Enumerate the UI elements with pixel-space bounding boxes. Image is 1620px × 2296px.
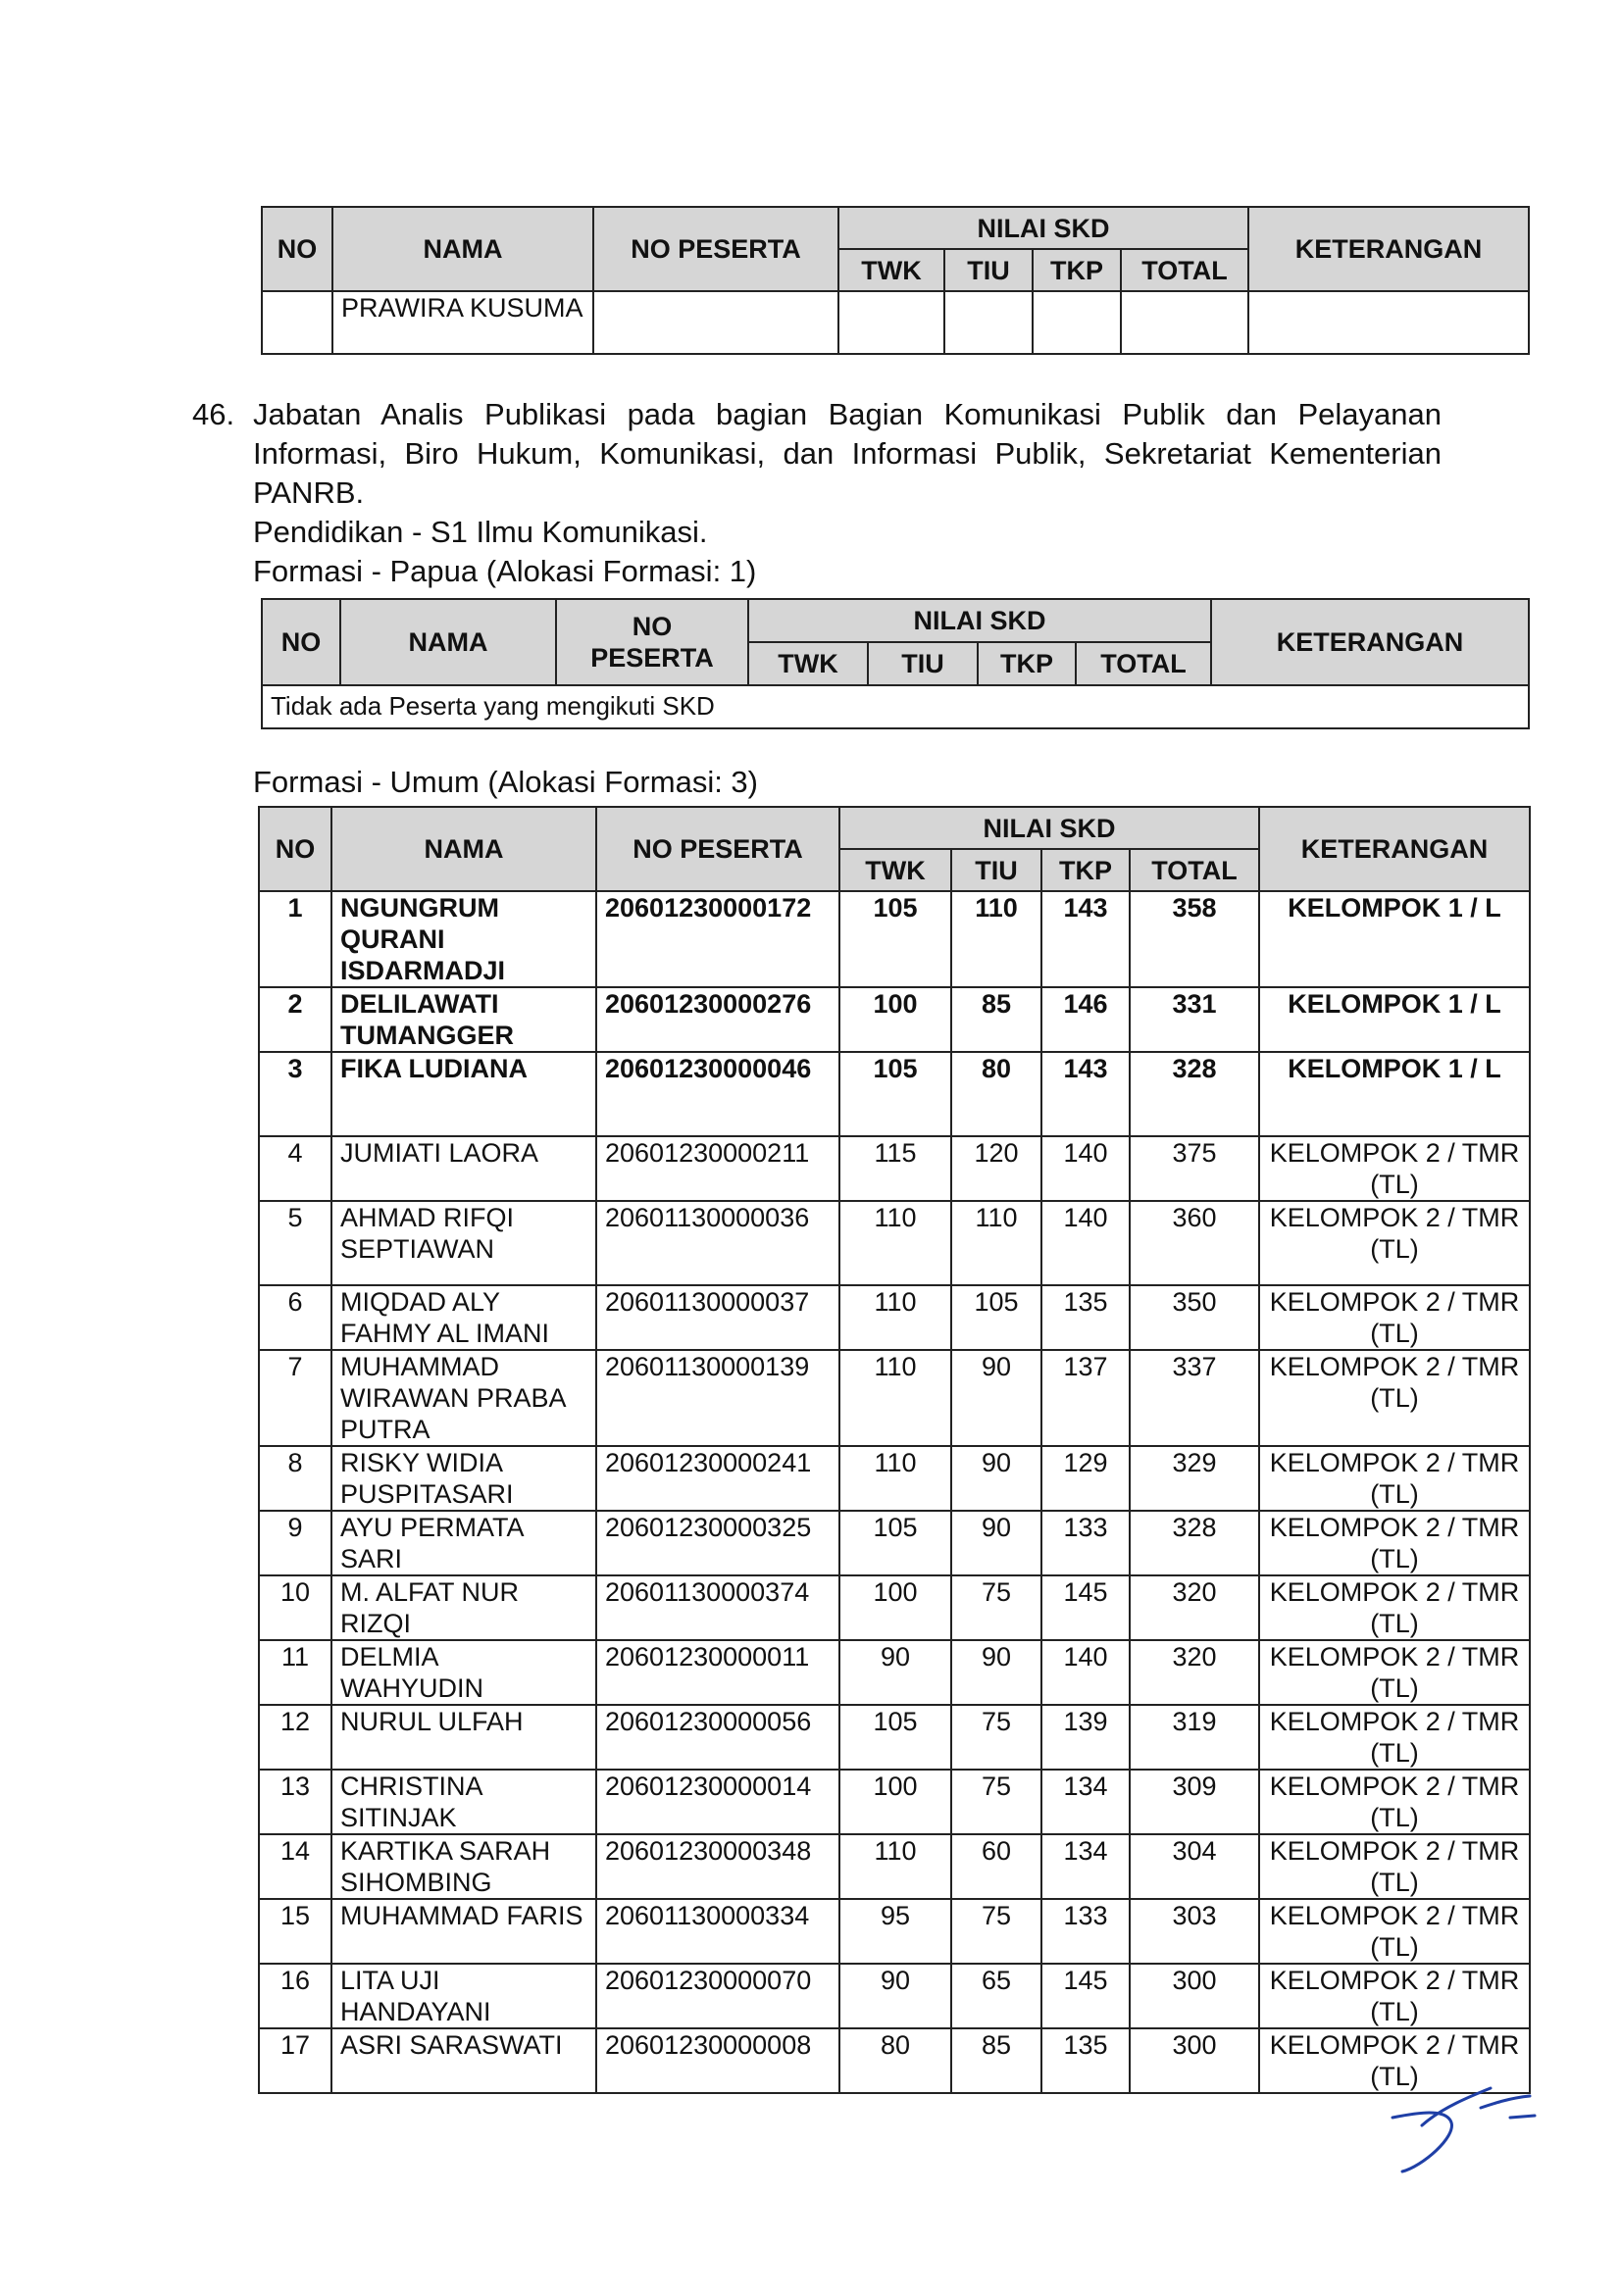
cell-twk: 110 [839,1201,951,1285]
cell-tiu: 60 [951,1834,1041,1899]
cell-tiu [944,291,1033,354]
cell-no: 14 [259,1834,331,1899]
cell-no-peserta: 20601230000070 [596,1964,839,2028]
cell-tiu: 85 [951,987,1041,1052]
cell-no-peserta: 20601230000014 [596,1770,839,1834]
cell-no-peserta: 20601230000046 [596,1052,839,1136]
cell-no-peserta: 20601230000348 [596,1834,839,1899]
cell-total: 358 [1130,891,1259,987]
cell-nama: AYU PERMATA SARI [331,1511,596,1575]
cell-tiu: 105 [951,1285,1041,1350]
cell-twk [838,291,944,354]
no-peserta-line-2: PESERTA [590,643,714,673]
cell-keterangan: KELOMPOK 2 / TMR (TL) [1259,1136,1530,1201]
cell-tiu: 75 [951,1899,1041,1964]
cell-twk: 115 [839,1136,951,1201]
no-peserta-line-1: NO [632,612,673,641]
table-row [259,1201,1530,1285]
col-header-twk: TWK [748,642,868,685]
cell-tkp: 143 [1041,891,1130,987]
cell-no-peserta: 20601230000011 [596,1640,839,1705]
cell-no: 4 [259,1136,331,1201]
cell-keterangan: KELOMPOK 1 / L [1259,1052,1530,1136]
cell-tkp: 140 [1041,1640,1130,1705]
section-title: Jabatan Analis Publikasi pada bagian Bagian Komunikasi Publik dan Pelayanan Informasi, Biro Hukum, Komunikasi, dan Informasi Publik, Sekretariat Kementerian PANRB. [253,397,1442,510]
cell-total: 300 [1130,2028,1259,2093]
cell-tiu: 90 [951,1446,1041,1511]
cell-tkp: 140 [1041,1201,1130,1285]
col-header-twk: TWK [839,849,951,891]
cell-keterangan: KELOMPOK 1 / L [1259,987,1530,1052]
cell-no-peserta: 20601230000211 [596,1136,839,1201]
cell-twk: 90 [839,1964,951,2028]
col-header-no-peserta: NO PESERTA [593,207,838,291]
cell-keterangan: KELOMPOK 2 / TMR (TL) [1259,1285,1530,1350]
cell-tiu: 85 [951,2028,1041,2093]
cell-tkp: 134 [1041,1834,1130,1899]
col-header-tkp: TKP [978,642,1076,685]
cell-tkp: 129 [1041,1446,1130,1511]
pendidikan-text: Pendidikan - S1 Ilmu Komunikasi. [253,515,708,549]
col-header-keterangan: KETERANGAN [1211,599,1529,685]
cell-twk: 95 [839,1899,951,1964]
cell-tkp: 133 [1041,1899,1130,1964]
cell-keterangan: KELOMPOK 1 / L [1259,891,1530,987]
cell-twk: 110 [839,1350,951,1446]
cell-keterangan: KELOMPOK 2 / TMR (TL) [1259,1575,1530,1640]
cell-keterangan: KELOMPOK 2 / TMR (TL) [1259,1964,1530,2028]
cell-tiu: 90 [951,1640,1041,1705]
table-row [259,1640,1530,1705]
cell-no-peserta: 20601130000374 [596,1575,839,1640]
table-row [259,891,1530,987]
cell-nama: M. ALFAT NUR RIZQI [331,1575,596,1640]
col-header-tiu: TIU [868,642,978,685]
cell-twk: 110 [839,1285,951,1350]
cell-nama: AHMAD RIFQI SEPTIAWAN [331,1201,596,1285]
cell-keterangan: KELOMPOK 2 / TMR (TL) [1259,1446,1530,1511]
cell-keterangan: KELOMPOK 2 / TMR (TL) [1259,1350,1530,1446]
cell-total: 303 [1130,1899,1259,1964]
col-header-nilai-skd: NILAI SKD [838,207,1248,249]
cell-tiu: 75 [951,1575,1041,1640]
col-header-nama: NAMA [331,807,596,891]
col-header-no-peserta [556,599,748,685]
cell-twk: 110 [839,1834,951,1899]
cell-no: 3 [259,1052,331,1136]
cell-keterangan: KELOMPOK 2 / TMR (TL) [1259,2028,1530,2093]
cell-nama: JUMIATI LAORA [331,1136,596,1201]
cell-total: 360 [1130,1201,1259,1285]
cell-twk: 100 [839,987,951,1052]
cell-tiu: 75 [951,1770,1041,1834]
cell-twk: 90 [839,1640,951,1705]
section-number: 46. [192,397,235,431]
table-row [259,1705,1530,1770]
cell-nama: ASRI SARASWATI [331,2028,596,2093]
cell-tkp: 140 [1041,1136,1130,1201]
cell-nama: RISKY WIDIA PUSPITASARI [331,1446,596,1511]
cell-no-peserta: 20601230000172 [596,891,839,987]
col-header-keterangan: KETERANGAN [1259,807,1530,891]
col-header-keterangan: KETERANGAN [1248,207,1529,291]
cell-total: 300 [1130,1964,1259,2028]
continuation-table [261,206,1530,355]
cell-tiu: 65 [951,1964,1041,2028]
cell-nama: LITA UJI HANDAYANI [331,1964,596,2028]
table-row [259,1136,1530,1201]
cell-no: 8 [259,1446,331,1511]
cell-tiu: 75 [951,1705,1041,1770]
cell-nama: DELMIA WAHYUDIN [331,1640,596,1705]
cell-total: 375 [1130,1136,1259,1201]
col-header-tiu: TIU [951,849,1041,891]
cell-keterangan: KELOMPOK 2 / TMR (TL) [1259,1201,1530,1285]
cell-no: 1 [259,891,331,987]
cell-tiu: 90 [951,1511,1041,1575]
table-row [259,1770,1530,1834]
col-header-nilai-skd: NILAI SKD [748,599,1211,642]
formasi-papua-heading: Formasi - Papua (Alokasi Formasi: 1) [253,554,757,588]
cell-tkp: 133 [1041,1511,1130,1575]
cell-tkp: 145 [1041,1964,1130,2028]
cell-keterangan: KELOMPOK 2 / TMR (TL) [1259,1834,1530,1899]
cell-tkp: 139 [1041,1705,1130,1770]
formasi-umum-heading: Formasi - Umum (Alokasi Formasi: 3) [253,765,758,799]
col-header-total: TOTAL [1076,642,1211,685]
col-header-no: NO [259,807,331,891]
table-row [259,1575,1530,1640]
cell-keterangan: KELOMPOK 2 / TMR (TL) [1259,1511,1530,1575]
cell-no: 13 [259,1770,331,1834]
table-row [259,1964,1530,2028]
cell-no-peserta: 20601130000037 [596,1285,839,1350]
cell-twk: 110 [839,1446,951,1511]
cell-no: 15 [259,1899,331,1964]
cell-no: 5 [259,1201,331,1285]
cell-total: 337 [1130,1350,1259,1446]
col-header-nama: NAMA [340,599,556,685]
cell-no-peserta: 20601230000325 [596,1511,839,1575]
cell-tkp [1033,291,1121,354]
cell-keterangan: KELOMPOK 2 / TMR (TL) [1259,1640,1530,1705]
cell-no-peserta: 20601230000276 [596,987,839,1052]
cell-no: 12 [259,1705,331,1770]
cell-total: 329 [1130,1446,1259,1511]
table-row [259,1834,1530,1899]
table-row [259,987,1530,1052]
table-row [262,291,1529,354]
cell-total: 328 [1130,1052,1259,1136]
signature-mark [1363,2078,1559,2176]
cell-nama: CHRISTINA SITINJAK [331,1770,596,1834]
col-header-twk: TWK [838,249,944,291]
cell-total: 331 [1130,987,1259,1052]
cell-tkp: 135 [1041,2028,1130,2093]
col-header-nilai-skd: NILAI SKD [839,807,1259,849]
cell-keterangan: KELOMPOK 2 / TMR (TL) [1259,1899,1530,1964]
cell-total: 320 [1130,1575,1259,1640]
cell-twk: 80 [839,2028,951,2093]
cell-nama: KARTIKA SARAH SIHOMBING [331,1834,596,1899]
col-header-tkp: TKP [1033,249,1121,291]
cell-no: 11 [259,1640,331,1705]
cell-tkp: 134 [1041,1770,1130,1834]
cell-twk: 100 [839,1575,951,1640]
cell-total: 304 [1130,1834,1259,1899]
cell-no: 16 [259,1964,331,2028]
cell-no-peserta: 20601230000056 [596,1705,839,1770]
cell-nama: PRAWIRA KUSUMA [332,291,593,354]
col-header-no: NO [262,207,332,291]
cell-nama: FIKA LUDIANA [331,1052,596,1136]
cell-nama: MUHAMMAD WIRAWAN PRABA PUTRA [331,1350,596,1446]
cell-nama: MIQDAD ALY FAHMY AL IMANI [331,1285,596,1350]
papua-table [261,598,1530,729]
table-row [259,1511,1530,1575]
cell-nama: NGUNGRUM QURANI ISDARMADJI [331,891,596,987]
cell-no-peserta: 20601230000241 [596,1446,839,1511]
cell-total: 328 [1130,1511,1259,1575]
table-row [259,1285,1530,1350]
cell-total: 319 [1130,1705,1259,1770]
cell-twk: 105 [839,891,951,987]
col-header-tkp: TKP [1041,849,1130,891]
cell-keterangan: KELOMPOK 2 / TMR (TL) [1259,1770,1530,1834]
cell-total: 309 [1130,1770,1259,1834]
cell-no: 2 [259,987,331,1052]
col-header-tiu: TIU [944,249,1033,291]
cell-no-peserta: 20601230000008 [596,2028,839,2093]
cell-no-peserta: 20601130000334 [596,1899,839,1964]
cell-twk: 105 [839,1705,951,1770]
cell-twk: 100 [839,1770,951,1834]
cell-twk: 105 [839,1511,951,1575]
cell-total [1121,291,1248,354]
cell-keterangan: KELOMPOK 2 / TMR (TL) [1259,1705,1530,1770]
cell-nama: DELILAWATI TUMANGGER [331,987,596,1052]
table-row [259,1350,1530,1446]
col-header-total: TOTAL [1121,249,1248,291]
cell-twk: 105 [839,1052,951,1136]
cell-tkp: 137 [1041,1350,1130,1446]
table-row [259,1052,1530,1136]
cell-no [262,291,332,354]
cell-no-peserta: 20601130000139 [596,1350,839,1446]
cell-tiu: 90 [951,1350,1041,1446]
cell-tkp: 143 [1041,1052,1130,1136]
col-header-nama: NAMA [332,207,593,291]
cell-no: 9 [259,1511,331,1575]
cell-no: 10 [259,1575,331,1640]
cell-tiu: 80 [951,1052,1041,1136]
papua-empty-note: Tidak ada Peserta yang mengikuti SKD [262,685,1529,728]
col-header-no: NO [262,599,340,685]
cell-no-peserta [593,291,838,354]
umum-table [258,806,1531,2094]
cell-total: 320 [1130,1640,1259,1705]
cell-tiu: 120 [951,1136,1041,1201]
cell-tiu: 110 [951,1201,1041,1285]
cell-keterangan [1248,291,1529,354]
cell-no: 6 [259,1285,331,1350]
cell-tkp: 146 [1041,987,1130,1052]
cell-tkp: 135 [1041,1285,1130,1350]
col-header-total: TOTAL [1130,849,1259,891]
col-header-no-peserta: NO PESERTA [596,807,839,891]
cell-no-peserta: 20601130000036 [596,1201,839,1285]
table-row [259,2028,1530,2093]
cell-total: 350 [1130,1285,1259,1350]
table-row [259,1446,1530,1511]
cell-nama: NURUL ULFAH [331,1705,596,1770]
cell-no: 7 [259,1350,331,1446]
table-row [259,1899,1530,1964]
cell-tiu: 110 [951,891,1041,987]
cell-tkp: 145 [1041,1575,1130,1640]
cell-no: 17 [259,2028,331,2093]
cell-nama: MUHAMMAD FARIS [331,1899,596,1964]
